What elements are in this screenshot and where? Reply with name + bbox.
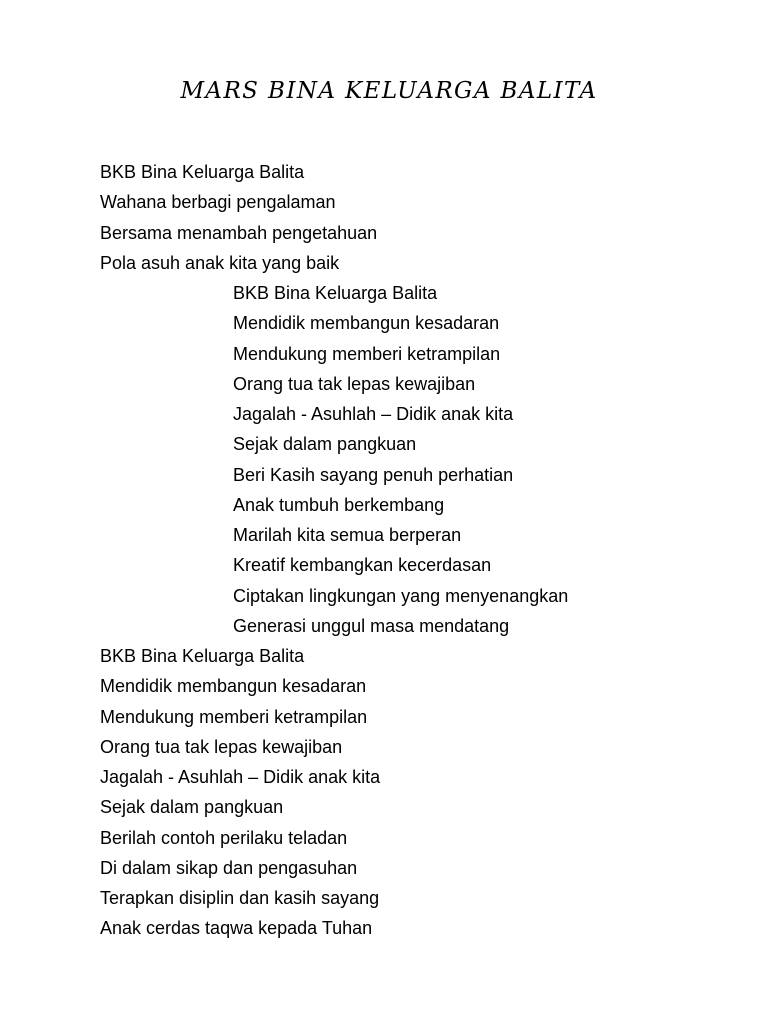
lyric-line: Sejak dalam pangkuan: [100, 797, 284, 818]
lyric-line: Bersama menambah pengetahuan: [100, 222, 378, 243]
lyric-line: Di dalam sikap dan pengasuhan: [100, 857, 358, 878]
chorus-line: Mendidik membangun kesadaran: [233, 313, 500, 334]
lyric-line: Terapkan disiplin dan kasih sayang: [100, 888, 380, 908]
lyric-line: Pola asuh anak kita yang baik: [100, 252, 340, 273]
lyric-line: Orang tua tak lepas kewajiban: [100, 736, 343, 757]
lyric-line: Berilah contoh perilaku teladan: [100, 827, 348, 848]
lyric-line: Mendukung memberi ketrampilan: [100, 706, 368, 727]
chorus-line: Sejak dalam pangkuan: [233, 434, 417, 455]
chorus-line: Orang tua tak lepas kewajiban: [233, 373, 476, 394]
lyric-line: Mendidik membangun kesadaran: [100, 676, 367, 697]
lyric-line: Anak cerdas taqwa kepada Tuhan: [100, 918, 373, 939]
lyric-line: Jagalah - Asuhlah – Didik anak kita: [100, 767, 381, 787]
chorus-line: BKB Bina Keluarga Balita: [233, 283, 438, 303]
chorus-line: Generasi unggul masa mendatang: [233, 615, 510, 636]
lyric-line: BKB Bina Keluarga Balita: [100, 646, 305, 666]
lyrics: [100, 157, 568, 944]
chorus-line: Beri Kasih sayang penuh perhatian: [233, 464, 514, 485]
chorus-line: Marilah kita semua berperan: [233, 525, 462, 545]
chorus-line: Mendukung memberi ketrampilan: [233, 343, 501, 364]
chorus-line: Ciptakan lingkungan yang menyenangkan: [233, 585, 569, 606]
chorus-line: Anak tumbuh berkembang: [233, 494, 445, 515]
chorus-line: Kreatif kembangkan kecerdasan: [233, 555, 492, 576]
chorus-line: Jagalah - Asuhlah – Didik anak kita: [233, 404, 514, 424]
lyric-line: Wahana berbagi pengalaman: [100, 192, 336, 213]
song-title: MARS BINA KELUARGA BALITA: [180, 78, 598, 104]
lyric-line: BKB Bina Keluarga Balita: [100, 162, 305, 182]
